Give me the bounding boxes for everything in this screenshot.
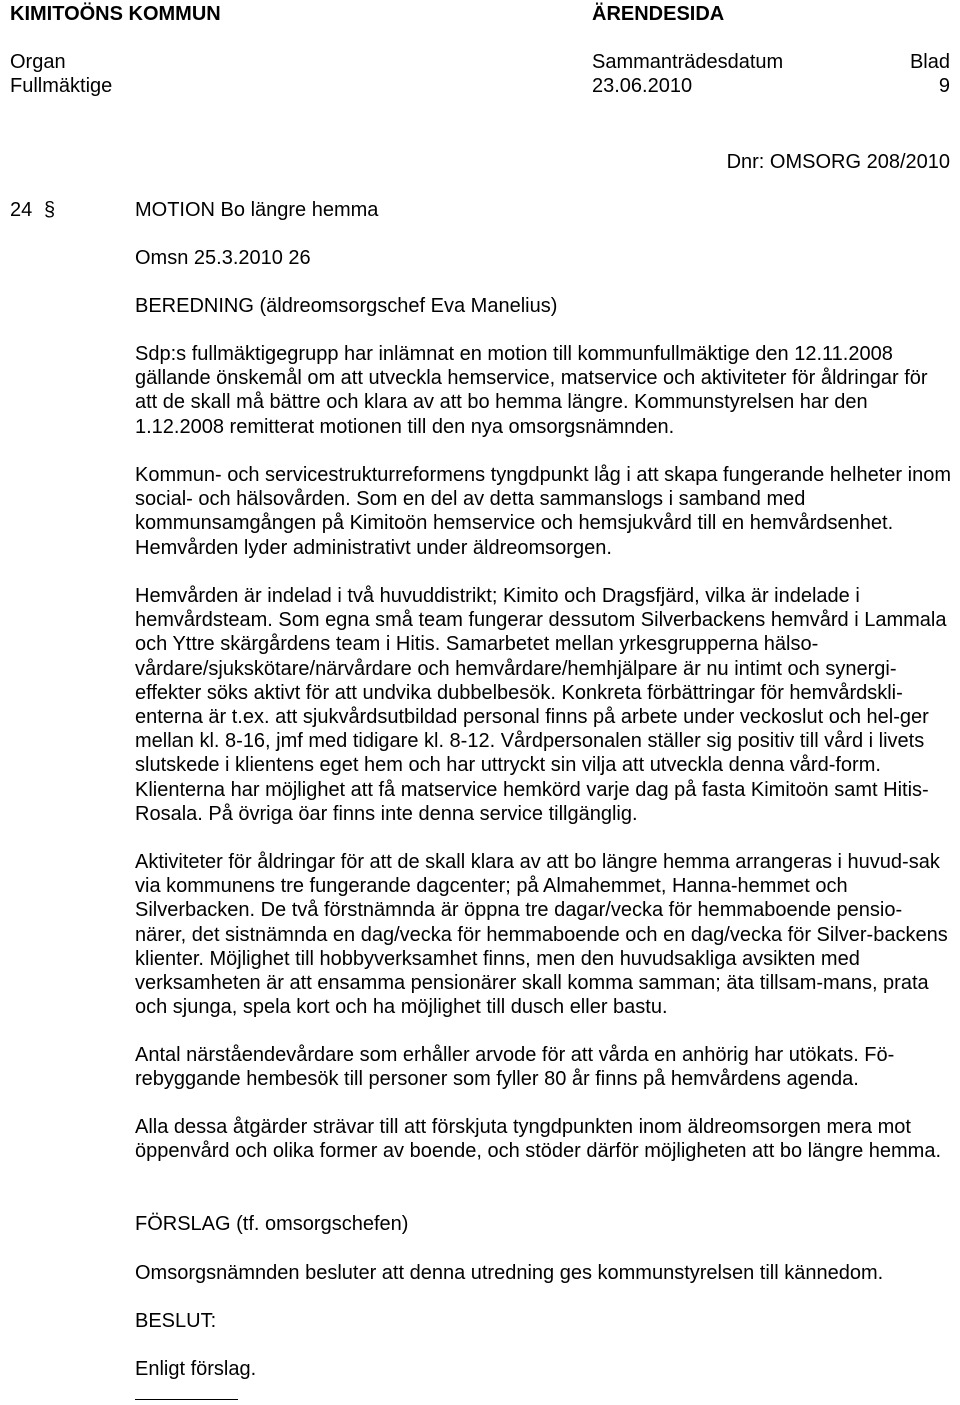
- section-sign: §: [44, 199, 56, 221]
- body-paragraph-atgarder: Alla dessa åtgärder strävar till att förskjuta tyngdpunkten inom äldreomsorgen mera mot öppenvård och olika former av boende, och stöder därför möjligheten att bo längre hemma.: [135, 1116, 942, 1163]
- meeting-date-label: Sammanträdesdatum: [592, 51, 784, 73]
- proposal-text: Omsorgsnämnden besluter att denna utredning ges kommunstyrelsen till kännedom.: [135, 1262, 884, 1284]
- page-label: Blad: [909, 51, 950, 73]
- body-paragraph-motion: Sdp:s fullmäktigegrupp har inlämnat en motion till kommunfullmäktige den 12.11.2008 gällande önskemål om att utveckla hemservice, matservice och aktiviteter för åldringar för att de skall må bättre och klara av att bo hemma längre. Kommunstyrelsen har den 1.12.2008 remitterat motionen till den nya omsorgsnämnden.: [135, 343, 928, 438]
- body-paragraph-reform: Kommun- och servicestrukturreformens tyngdpunkt låg i att skapa fungerande helheter inom social- och hälsovården. Som en del av detta sammanslogs i samband med kommunsamgången på Kimitoön hemservice och hemsjukvård till en hemvårdsenhet. Hemvården lyder administrativt under äldreomsorgen.: [135, 464, 951, 559]
- organ-label: Organ: [10, 51, 66, 73]
- diary-number: Dnr: OMSORG 208/2010: [726, 151, 950, 173]
- body-paragraph-narstaende: Antal närståendevårdare som erhåller arvode för att vårda en anhörig har utökats. Fö-rebyggande hembesök till personer som fyller 80 år finns på hemvårdens agenda.: [135, 1044, 895, 1091]
- signature-line: [135, 1399, 238, 1400]
- omsn-reference: Omsn 25.3.2010 26: [135, 247, 311, 269]
- beredning-heading: BEREDNING (äldreomsorgschef Eva Manelius): [135, 295, 558, 317]
- body-paragraph-aktiviteter: Aktiviteter för åldringar för att de skall klara av att bo längre hemma arrangeras i huvud-sak via kommunens tre fungerande dagcenter; på Almahemmet, Hanna-hemmet och Silverbacken. De två förstnämnda är öppna tre dagar/vecka för hemmaboende pensio-närer, det sistnämnda en dag/vecka för hemmaboende och en dag/vecka för Silver-backens klienter. Möjlighet till hobbyverksamhet finns, men den huvudsakliga avsikten med verksamheten är att ensamma pensionärer skall komma samman; äta tillsam-mans, prata och sjunga, spela kort och ha möjlighet till dusch eller bastu.: [135, 851, 948, 1019]
- page-number: 9: [938, 75, 950, 97]
- paragraph-number: 24: [10, 199, 33, 221]
- meeting-date-value: 23.06.2010: [592, 75, 693, 97]
- decision-heading: BESLUT:: [135, 1310, 217, 1332]
- body-paragraph-hemvard: Hemvården är indelad i två huvuddistrikt; Kimito och Dragsfjärd, vilka är indelade i hemvårdsteam. Som egna små team fungerar dessutom Silverbackens hemvård i Lammala och Yttre skärgårdens team i Hitis. Samarbetet mellan yrkesgrupperna hälso-vårdare/sjukskötare/närvårdare och hemvårdare/hemhjälpare är nu intimt och synergi-effekter söks aktivt för att undvika dubbelbesök. Konkreta förbättringar för hemvårdskli-enterna är t.ex. att sjukvårdsutbildad personal finns på arbete under veckoslut och hel-ger mellan kl. 8-16, jmf med tidigare kl. 8-12. Vårdpersonalen ställer sig positiv till vård i livets slutskede i klientens eget hem och har uttryckt sin vilja att utveckla denna vård-form. Klienterna har möjlighet att få matservice hemkörd varje dag på fasta Kimitoön samt Hitis-Rosala. På övriga öar finns inte denna service tillgänglig.: [135, 585, 947, 825]
- document-type: ÄRENDESIDA: [592, 3, 725, 25]
- proposal-heading: FÖRSLAG (tf. omsorgschefen): [135, 1213, 409, 1235]
- municipality-name: KIMITOÖNS KOMMUN: [10, 3, 221, 25]
- motion-title: MOTION Bo längre hemma: [135, 199, 379, 221]
- organ-value: Fullmäktige: [10, 75, 113, 97]
- decision-text: Enligt förslag.: [135, 1358, 257, 1380]
